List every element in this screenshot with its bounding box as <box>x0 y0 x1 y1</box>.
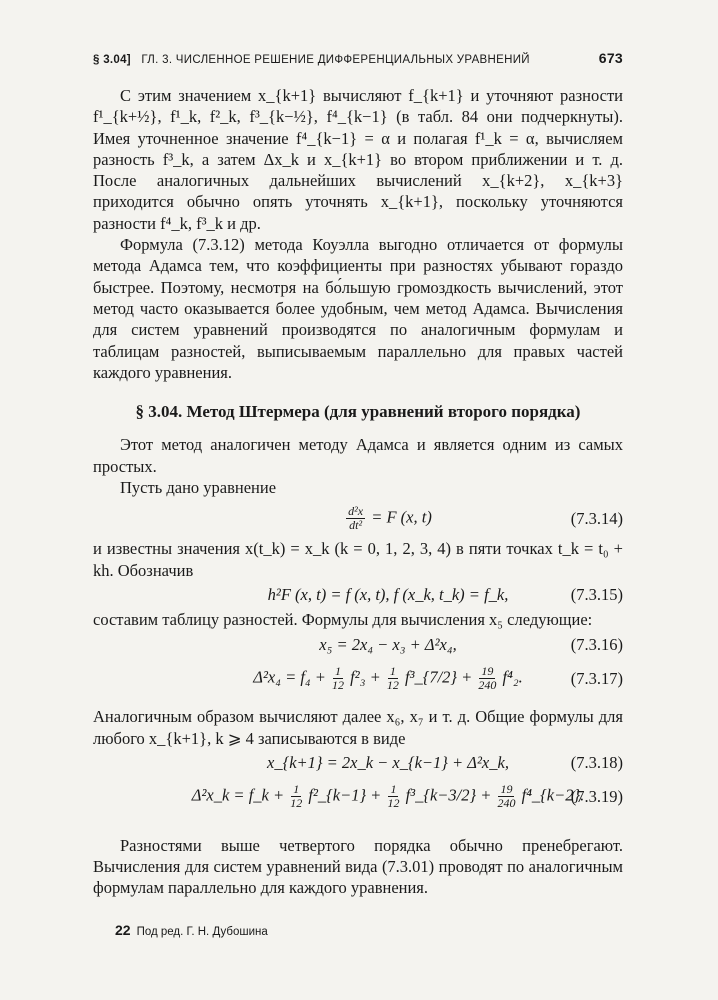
equation-expression: h²F (x, t) = f (x, t), f (x_k, t_k) = f_k, <box>267 585 509 605</box>
equation-7-3-19 <box>93 777 623 817</box>
term: f³_{7/2} + <box>404 667 477 687</box>
denominator: dt² <box>349 517 363 532</box>
paragraph-7: Аналогичным образом вычисляют далее x₆, x₇ и т. д. Общие формулы для любого x_{k+1}, k ⩾ 4 записываются в виде <box>93 707 623 748</box>
numerator: 1 <box>293 782 300 797</box>
denominator: 240 <box>478 677 497 692</box>
fraction <box>387 665 399 692</box>
denominator: 240 <box>497 796 516 811</box>
page-number: 673 <box>598 50 623 66</box>
page-body <box>93 85 623 899</box>
term: f²_{k−1} + <box>308 785 386 805</box>
fraction <box>346 505 365 532</box>
equation-expression: x₅ = 2x₄ − x₃ + Δ²x₄, <box>319 634 457 654</box>
header-section: § 3.04] <box>93 54 131 66</box>
equation-7-3-18 <box>93 749 623 777</box>
equation-7-3-15 <box>93 581 623 609</box>
term: f³_{k−3/2} + <box>405 785 496 805</box>
equation-label: (7.3.14) <box>570 508 623 528</box>
equation-rhs: = F (x, t) <box>367 507 432 527</box>
numerator: 19 <box>500 782 513 797</box>
equation-7-3-17 <box>93 658 623 698</box>
header-chapter: ГЛ. 3. ЧИСЛЕННОЕ РЕШЕНИЕ ДИФФЕРЕНЦИАЛЬНЫХ УРАВНЕНИЙ <box>141 54 530 66</box>
term: f²₃ + <box>350 667 385 687</box>
paragraph-6: составим таблицу разностей. Формулы для вычисления x₅ следующие: <box>93 609 593 629</box>
footer-text: Под ред. Г. Н. Дубошина <box>136 926 268 938</box>
equation-label: (7.3.15) <box>570 585 623 605</box>
equation-7-3-16 <box>93 630 623 658</box>
paragraph-5: и известны значения x(t_k) = x_k (k = 0, 1, 2, 3, 4) в пяти точках t_k = t₀ + kh. Обозначив <box>93 539 623 580</box>
equation-label: (7.3.16) <box>570 634 623 654</box>
numerator: 19 <box>481 663 494 678</box>
denominator: 12 <box>332 677 345 692</box>
equation-lhs: Δ²x₄ = f₄ + <box>253 667 331 687</box>
paragraph-3: Этот метод аналогичен методу Адамса и является одним из самых простых. <box>93 435 623 476</box>
paragraph-2: Формула (7.3.12) метода Коуэлла выгодно отличается от формулы метода Адамса тем, что коэффициенты при разностях убывают гораздо быстрее. Поэтому, несмотря на бо́льшую громоздкость вычислений, этот метод часто оказывается более удобным, чем метод Адамса. Вычисления для систем уравнений производятся по аналогичным формулам и таблицам разностей, выписываемым параллельно для правых частей каждого уравнения. <box>93 235 623 382</box>
footer-signature <box>115 922 268 938</box>
paragraph-8: Разностями выше четвертого порядка обычно пренебрегают. Вычисления для систем уравнений вида (7.3.01) проводят по аналогичным формулам параллельно для каждого уравнения. <box>93 835 623 898</box>
paragraph-1: С этим значением x_{k+1} вычисляют f_{k+1} и уточняют разности f¹_{k+½}, f¹_k, f²_k, f³_{k−½}, f⁴_{k−1} (в табл. 84 они подчеркнуты). Имея уточненное значение f⁴_{k−1} = α и полагая f¹_k = α, вычисляем разность f³_k, а затем Δx_k и x_{k+1} во втором приближении и т. д. После аналогичных дальнейших вычислений x_{k+2}, x_{k+3} приходится обычно опять уточнять x_{k+1}, поскольку уточняются разности f⁴_k, f³_k и др. <box>93 86 623 233</box>
term: f⁴₂. <box>502 667 523 687</box>
fraction <box>478 665 496 692</box>
numerator: 1 <box>390 782 397 797</box>
section-title: § 3.04. Метод Штермера (для уравнений второго порядка) <box>135 402 581 422</box>
running-header <box>93 50 623 66</box>
equation-7-3-14 <box>93 498 623 538</box>
numerator: 1 <box>389 663 396 678</box>
equation-label: (7.3.17) <box>570 668 623 688</box>
sheet-number: 22 <box>115 922 131 938</box>
equation-lhs: Δ²x_k = f_k + <box>191 785 289 805</box>
equation-label: (7.3.18) <box>570 753 623 773</box>
term: f⁴_{k−2}. <box>521 785 585 805</box>
denominator: 12 <box>290 796 303 811</box>
equation-label: (7.3.19) <box>570 787 623 807</box>
fraction <box>290 783 302 810</box>
header-left <box>93 54 530 66</box>
equation-expression: x_{k+1} = 2x_k − x_{k−1} + Δ²x_k, <box>267 753 509 773</box>
fraction <box>332 665 344 692</box>
numerator: d²x <box>348 503 364 518</box>
denominator: 12 <box>386 677 399 692</box>
numerator: 1 <box>335 663 342 678</box>
fraction <box>497 783 515 810</box>
paragraph-4: Пусть дано уравнение <box>120 478 277 498</box>
fraction <box>387 783 399 810</box>
denominator: 12 <box>387 796 400 811</box>
